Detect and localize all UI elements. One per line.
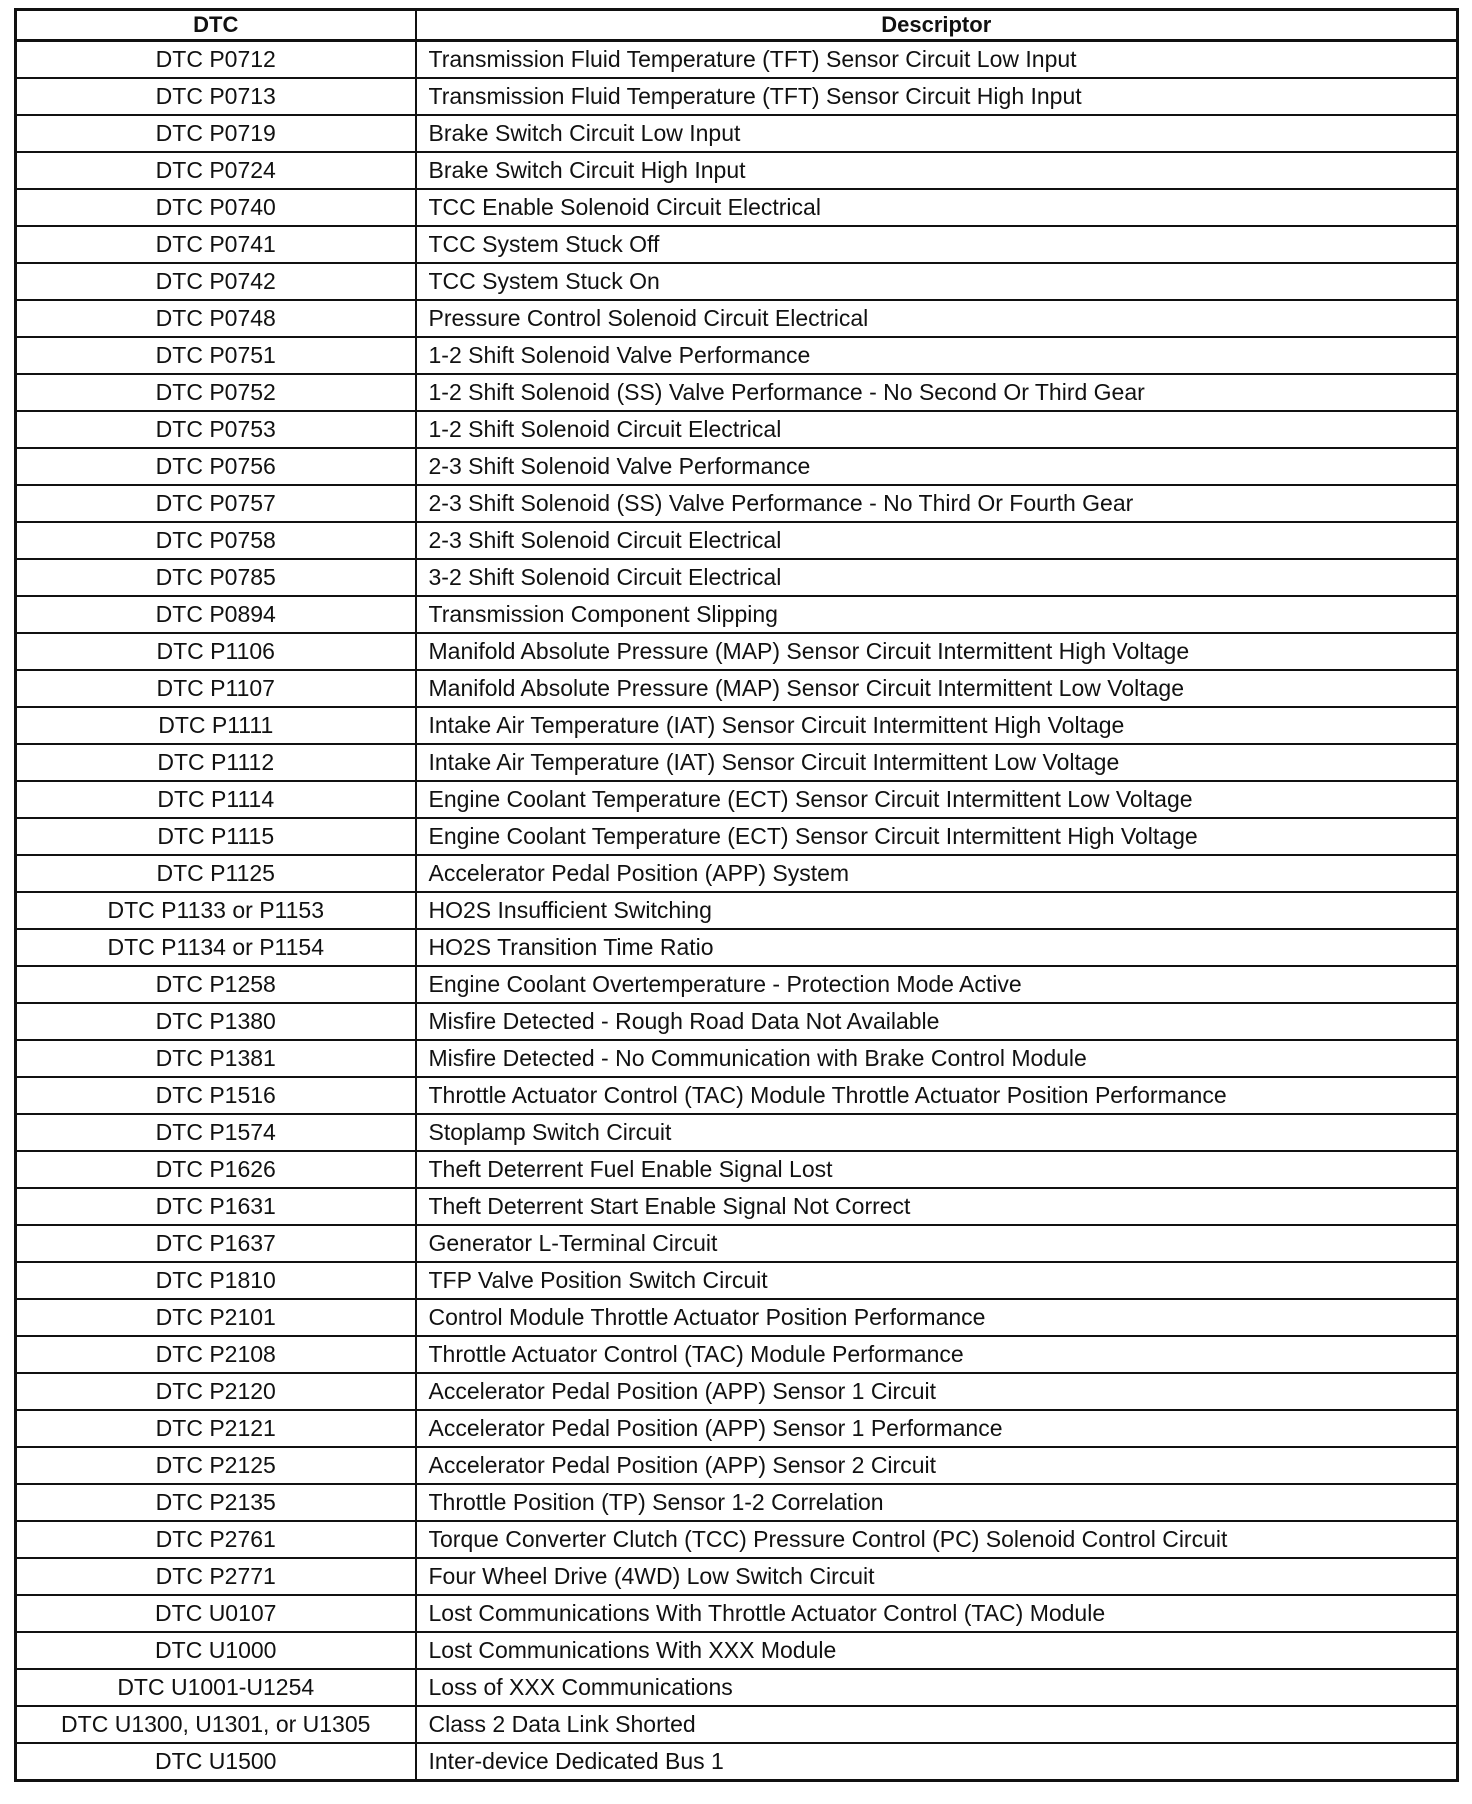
table-row <box>16 1336 1458 1373</box>
table-row <box>16 1743 1458 1781</box>
dtc-code-cell: DTC U1500 <box>16 1743 416 1781</box>
table-header <box>16 10 1458 41</box>
dtc-code-cell: DTC P0712 <box>16 41 416 79</box>
table-row <box>16 1003 1458 1040</box>
table-row <box>16 411 1458 448</box>
descriptor-cell: Theft Deterrent Start Enable Signal Not Correct <box>416 1188 1458 1225</box>
table-row <box>16 337 1458 374</box>
table-row <box>16 300 1458 337</box>
dtc-code-cell: DTC P1631 <box>16 1188 416 1225</box>
dtc-code-cell: DTC P2121 <box>16 1410 416 1447</box>
descriptor-cell: Accelerator Pedal Position (APP) Sensor 2 Circuit <box>416 1447 1458 1484</box>
dtc-code-cell: DTC P1258 <box>16 966 416 1003</box>
table-row <box>16 1262 1458 1299</box>
descriptor-cell: 1-2 Shift Solenoid (SS) Valve Performance - No Second Or Third Gear <box>416 374 1458 411</box>
descriptor-cell: Manifold Absolute Pressure (MAP) Sensor Circuit Intermittent High Voltage <box>416 633 1458 670</box>
dtc-code-cell: DTC P0785 <box>16 559 416 596</box>
table-row <box>16 115 1458 152</box>
dtc-code-cell: DTC P1516 <box>16 1077 416 1114</box>
table-row <box>16 152 1458 189</box>
column-header-descriptor: Descriptor <box>416 10 1458 41</box>
descriptor-cell: Lost Communications With XXX Module <box>416 1632 1458 1669</box>
descriptor-cell: HO2S Transition Time Ratio <box>416 929 1458 966</box>
descriptor-cell: Torque Converter Clutch (TCC) Pressure Control (PC) Solenoid Control Circuit <box>416 1521 1458 1558</box>
table-row <box>16 1151 1458 1188</box>
header-row <box>16 10 1458 41</box>
table-row <box>16 633 1458 670</box>
descriptor-cell: Engine Coolant Temperature (ECT) Sensor Circuit Intermittent Low Voltage <box>416 781 1458 818</box>
dtc-code-cell: DTC P0719 <box>16 115 416 152</box>
dtc-code-cell: DTC P2101 <box>16 1299 416 1336</box>
descriptor-cell: Throttle Position (TP) Sensor 1-2 Correlation <box>416 1484 1458 1521</box>
table-row <box>16 1373 1458 1410</box>
dtc-code-cell: DTC P1381 <box>16 1040 416 1077</box>
dtc-code-cell: DTC P0740 <box>16 189 416 226</box>
descriptor-cell: Manifold Absolute Pressure (MAP) Sensor Circuit Intermittent Low Voltage <box>416 670 1458 707</box>
table-row <box>16 1706 1458 1743</box>
dtc-code-cell: DTC P2120 <box>16 1373 416 1410</box>
descriptor-cell: Transmission Component Slipping <box>416 596 1458 633</box>
dtc-code-cell: DTC P1133 or P1153 <box>16 892 416 929</box>
dtc-code-cell: DTC P1134 or P1154 <box>16 929 416 966</box>
table-row <box>16 1225 1458 1262</box>
descriptor-cell: Misfire Detected - No Communication with Brake Control Module <box>416 1040 1458 1077</box>
dtc-code-cell: DTC U0107 <box>16 1595 416 1632</box>
dtc-code-cell: DTC P2761 <box>16 1521 416 1558</box>
table-row <box>16 596 1458 633</box>
descriptor-cell: Generator L-Terminal Circuit <box>416 1225 1458 1262</box>
descriptor-cell: 2-3 Shift Solenoid Circuit Electrical <box>416 522 1458 559</box>
descriptor-cell: HO2S Insufficient Switching <box>416 892 1458 929</box>
descriptor-cell: Control Module Throttle Actuator Position Performance <box>416 1299 1458 1336</box>
descriptor-cell: Stoplamp Switch Circuit <box>416 1114 1458 1151</box>
dtc-code-cell: DTC P0894 <box>16 596 416 633</box>
table-row <box>16 1521 1458 1558</box>
descriptor-cell: Intake Air Temperature (IAT) Sensor Circuit Intermittent Low Voltage <box>416 744 1458 781</box>
table-row <box>16 522 1458 559</box>
dtc-code-cell: DTC P0724 <box>16 152 416 189</box>
dtc-code-cell: DTC P0748 <box>16 300 416 337</box>
dtc-code-cell: DTC P0741 <box>16 226 416 263</box>
table-row <box>16 1077 1458 1114</box>
table-row <box>16 707 1458 744</box>
descriptor-cell: Engine Coolant Overtemperature - Protection Mode Active <box>416 966 1458 1003</box>
table-row <box>16 41 1458 79</box>
descriptor-cell: 1-2 Shift Solenoid Valve Performance <box>416 337 1458 374</box>
table-row <box>16 448 1458 485</box>
table-row <box>16 226 1458 263</box>
table-row <box>16 781 1458 818</box>
table-row <box>16 1410 1458 1447</box>
descriptor-cell: TCC Enable Solenoid Circuit Electrical <box>416 189 1458 226</box>
descriptor-cell: Inter-device Dedicated Bus 1 <box>416 1743 1458 1781</box>
descriptor-cell: Class 2 Data Link Shorted <box>416 1706 1458 1743</box>
table-row <box>16 374 1458 411</box>
descriptor-cell: 3-2 Shift Solenoid Circuit Electrical <box>416 559 1458 596</box>
descriptor-cell: Transmission Fluid Temperature (TFT) Sensor Circuit High Input <box>416 78 1458 115</box>
table-row <box>16 1114 1458 1151</box>
table-row <box>16 485 1458 522</box>
dtc-code-cell: DTC P2771 <box>16 1558 416 1595</box>
table-row <box>16 1188 1458 1225</box>
column-header-dtc: DTC <box>16 10 416 41</box>
dtc-code-cell: DTC P0756 <box>16 448 416 485</box>
table-row <box>16 189 1458 226</box>
table-row <box>16 1558 1458 1595</box>
dtc-code-cell: DTC P1114 <box>16 781 416 818</box>
dtc-code-cell: DTC P0742 <box>16 263 416 300</box>
dtc-code-cell: DTC P1626 <box>16 1151 416 1188</box>
descriptor-cell: Four Wheel Drive (4WD) Low Switch Circuit <box>416 1558 1458 1595</box>
dtc-code-cell: DTC P0753 <box>16 411 416 448</box>
descriptor-cell: Misfire Detected - Rough Road Data Not Available <box>416 1003 1458 1040</box>
descriptor-cell: Brake Switch Circuit Low Input <box>416 115 1458 152</box>
table-row <box>16 78 1458 115</box>
dtc-code-cell: DTC P1107 <box>16 670 416 707</box>
table-row <box>16 263 1458 300</box>
dtc-code-cell: DTC P2125 <box>16 1447 416 1484</box>
descriptor-cell: TCC System Stuck Off <box>416 226 1458 263</box>
descriptor-cell: Intake Air Temperature (IAT) Sensor Circuit Intermittent High Voltage <box>416 707 1458 744</box>
descriptor-cell: 2-3 Shift Solenoid Valve Performance <box>416 448 1458 485</box>
dtc-table <box>14 8 1459 1782</box>
dtc-code-cell: DTC P1380 <box>16 1003 416 1040</box>
table-row <box>16 1595 1458 1632</box>
dtc-code-cell: DTC P1112 <box>16 744 416 781</box>
descriptor-cell: 2-3 Shift Solenoid (SS) Valve Performance - No Third Or Fourth Gear <box>416 485 1458 522</box>
dtc-code-cell: DTC P2108 <box>16 1336 416 1373</box>
dtc-code-cell: DTC P1574 <box>16 1114 416 1151</box>
table-row <box>16 670 1458 707</box>
descriptor-cell: Theft Deterrent Fuel Enable Signal Lost <box>416 1151 1458 1188</box>
table-row <box>16 1447 1458 1484</box>
descriptor-cell: TCC System Stuck On <box>416 263 1458 300</box>
descriptor-cell: Accelerator Pedal Position (APP) System <box>416 855 1458 892</box>
dtc-code-cell: DTC P1106 <box>16 633 416 670</box>
descriptor-cell: Throttle Actuator Control (TAC) Module Performance <box>416 1336 1458 1373</box>
table-row <box>16 966 1458 1003</box>
dtc-code-cell: DTC P0757 <box>16 485 416 522</box>
descriptor-cell: Transmission Fluid Temperature (TFT) Sensor Circuit Low Input <box>416 41 1458 79</box>
dtc-code-cell: DTC P2135 <box>16 1484 416 1521</box>
dtc-code-cell: DTC U1001-U1254 <box>16 1669 416 1706</box>
table-row <box>16 855 1458 892</box>
table-row <box>16 559 1458 596</box>
table-row <box>16 1484 1458 1521</box>
table-row <box>16 929 1458 966</box>
descriptor-cell: Accelerator Pedal Position (APP) Sensor 1 Performance <box>416 1410 1458 1447</box>
descriptor-cell: 1-2 Shift Solenoid Circuit Electrical <box>416 411 1458 448</box>
descriptor-cell: Brake Switch Circuit High Input <box>416 152 1458 189</box>
dtc-code-cell: DTC P1111 <box>16 707 416 744</box>
descriptor-cell: Pressure Control Solenoid Circuit Electrical <box>416 300 1458 337</box>
table-row <box>16 892 1458 929</box>
descriptor-cell: Engine Coolant Temperature (ECT) Sensor Circuit Intermittent High Voltage <box>416 818 1458 855</box>
descriptor-cell: Throttle Actuator Control (TAC) Module Throttle Actuator Position Performance <box>416 1077 1458 1114</box>
dtc-code-cell: DTC P0751 <box>16 337 416 374</box>
table-body <box>16 41 1458 1781</box>
dtc-code-cell: DTC P1115 <box>16 818 416 855</box>
table-row <box>16 818 1458 855</box>
dtc-code-cell: DTC P0713 <box>16 78 416 115</box>
table-row <box>16 1669 1458 1706</box>
table-row <box>16 1040 1458 1077</box>
dtc-code-cell: DTC P0752 <box>16 374 416 411</box>
dtc-code-cell: DTC U1000 <box>16 1632 416 1669</box>
descriptor-cell: Loss of XXX Communications <box>416 1669 1458 1706</box>
table-row <box>16 1632 1458 1669</box>
dtc-code-cell: DTC P1637 <box>16 1225 416 1262</box>
descriptor-cell: Lost Communications With Throttle Actuator Control (TAC) Module <box>416 1595 1458 1632</box>
descriptor-cell: TFP Valve Position Switch Circuit <box>416 1262 1458 1299</box>
table-row <box>16 744 1458 781</box>
table-row <box>16 1299 1458 1336</box>
descriptor-cell: Accelerator Pedal Position (APP) Sensor 1 Circuit <box>416 1373 1458 1410</box>
dtc-code-cell: DTC P1125 <box>16 855 416 892</box>
dtc-code-cell: DTC P0758 <box>16 522 416 559</box>
dtc-code-cell: DTC P1810 <box>16 1262 416 1299</box>
dtc-code-cell: DTC U1300, U1301, or U1305 <box>16 1706 416 1743</box>
